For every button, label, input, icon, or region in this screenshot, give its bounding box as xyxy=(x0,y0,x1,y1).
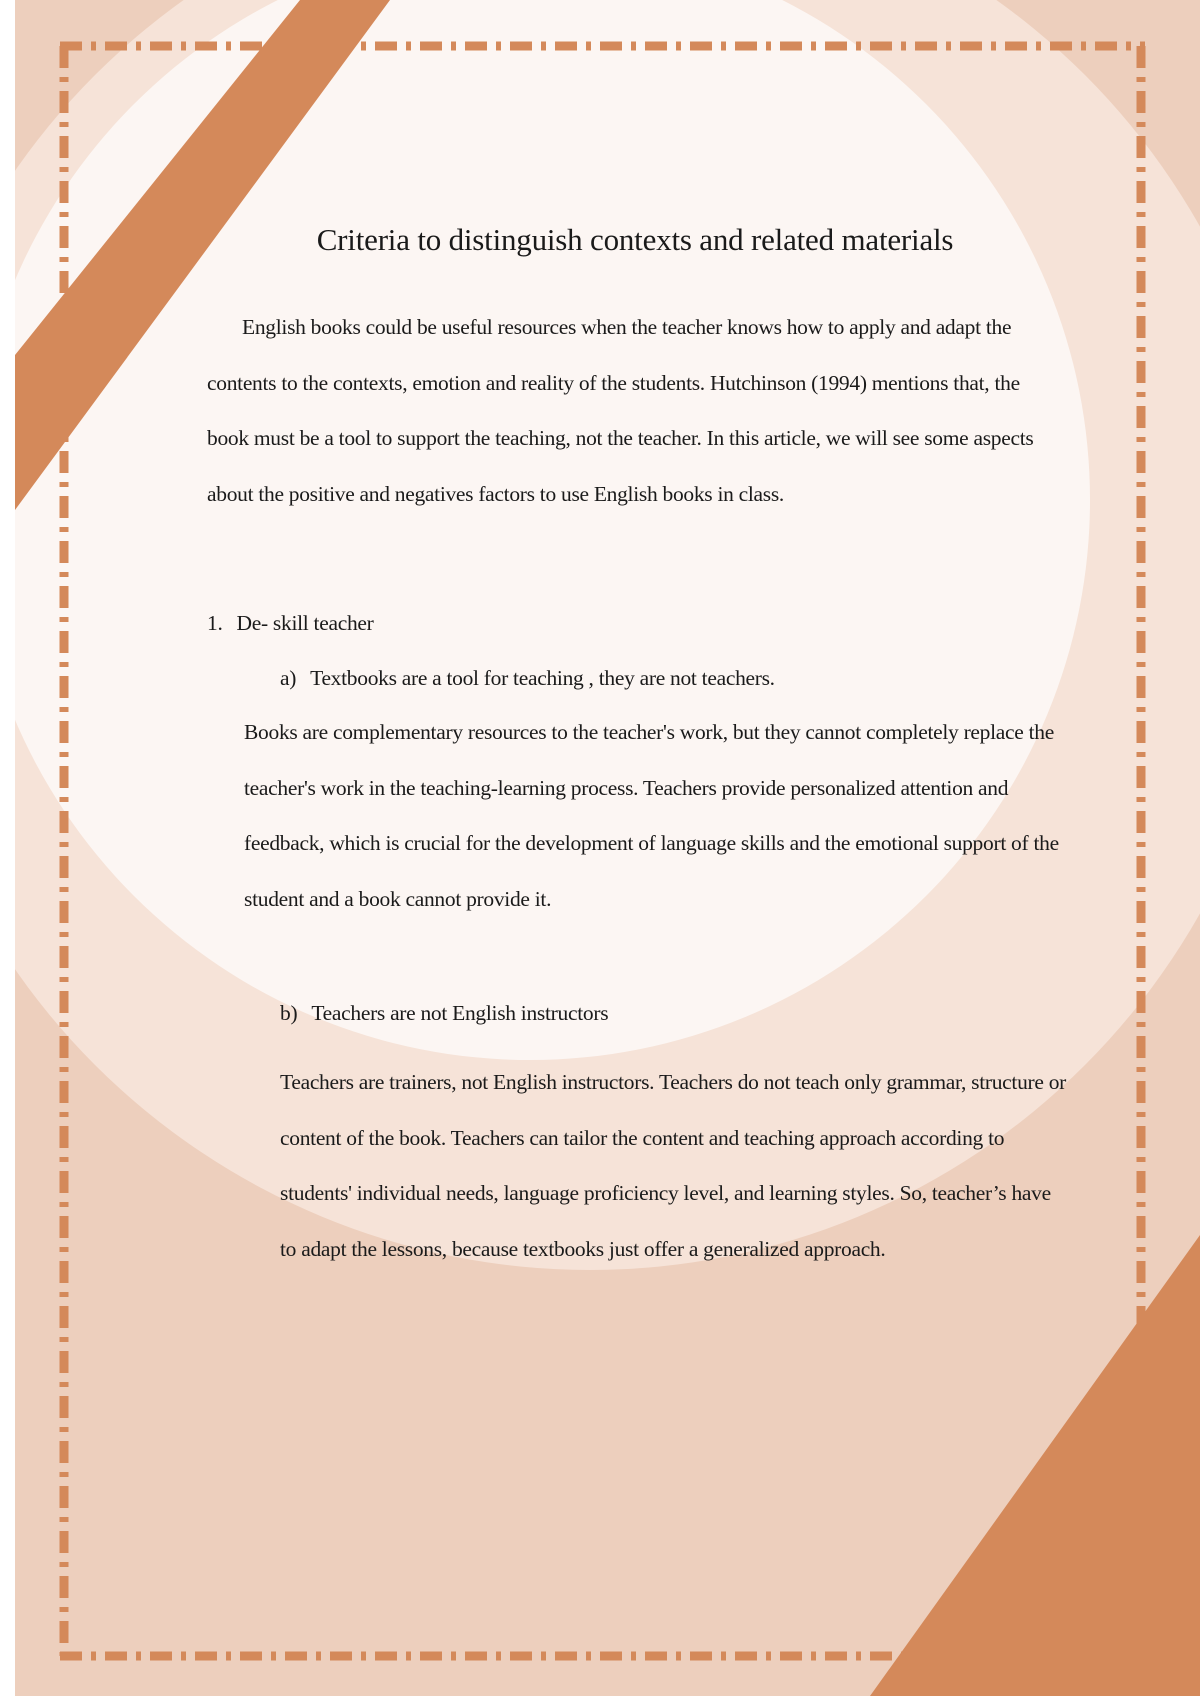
item-b-heading: Teachers are not English instructors xyxy=(311,1001,609,1025)
item-a-body: Books are complementary resources to the teacher's work, but they cannot completely replace the teacher's work in the teaching-learning process. Teachers provide personalized attention and feedback, which is crucial for the development of language skills and the emotional support of the student and a book cannot provide it. xyxy=(244,720,1059,911)
section-1-number: 1. xyxy=(207,611,223,635)
item-a-heading: Textbooks are a tool for teaching , they are not teachers. xyxy=(310,666,775,690)
section-1-heading-row xyxy=(207,608,374,638)
section-1-heading: De- skill teacher xyxy=(236,611,374,635)
item-a-marker: a) xyxy=(280,666,297,690)
item-b-body: Teachers are trainers, not English instructors. Teachers do not teach only grammar, structure or content of the book. Teachers can tailor the content and teaching approach according to students' individual needs, language proficiency level, and learning styles. So, teacher’s have to adapt the lessons, because textbooks just offer a generalized approach. xyxy=(280,1070,1067,1261)
intro-paragraph: English books could be useful resources when the teacher knows how to apply and adapt the contents to the contexts, emotion and reality of the students. Hutchinson (1994) mentions that, the book must be a tool to support the teaching, not the teacher. In this article, we will see some aspects about the positive and negatives factors to use English books in class. xyxy=(207,315,1034,506)
item-b-marker: b) xyxy=(280,1001,298,1025)
item-b-heading-row xyxy=(280,998,608,1028)
document-title: Criteria to distinguish contexts and related materials xyxy=(316,222,954,257)
item-a-heading-row xyxy=(280,663,775,693)
